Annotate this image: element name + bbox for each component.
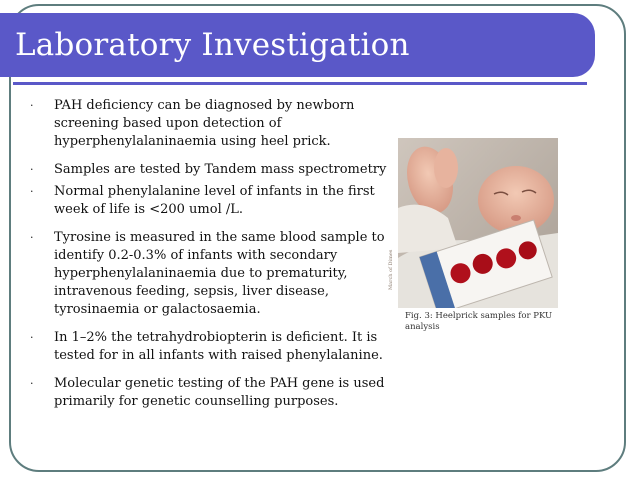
bullet-text: Normal phenylalanine level of infants in the first week of life is <200 umol /L. — [54, 184, 375, 217]
figure-caption: Fig. 3: Heelprick samples for PKU analysis — [405, 311, 553, 332]
bullet-marker: · — [30, 377, 34, 390]
bullet-marker: · — [30, 99, 34, 112]
bullet-text: Molecular genetic testing of the PAH gene is used primarily for genetic counselling purposes. — [54, 376, 385, 409]
bullet-list — [30, 97, 410, 411]
bullet-marker: · — [30, 163, 34, 176]
slide-title: Laboratory Investigation — [15, 27, 410, 63]
bullet-item — [30, 229, 410, 319]
bullet-text: PAH deficiency can be diagnosed by newborn screening based upon detection of hyperphenylalaninaemia using heel prick. — [54, 98, 355, 149]
bullet-item — [30, 97, 410, 151]
title-underline — [13, 82, 587, 85]
bullet-marker: · — [30, 331, 34, 344]
bullet-item — [30, 329, 410, 365]
bullet-item — [30, 183, 410, 219]
bullet-text: Samples are tested by Tandem mass spectrometry — [54, 162, 387, 177]
bullet-marker: · — [30, 231, 34, 244]
heelprick-illustration — [398, 138, 558, 308]
bullet-item — [30, 161, 410, 179]
photo-credit: March of Dimes — [388, 249, 394, 290]
bullet-item — [30, 375, 410, 411]
bullet-text: In 1–2% the tetrahydrobiopterin is deficient. It is tested for in all infants with raised phenylalanine. — [54, 330, 383, 363]
heelprick-photo — [398, 138, 558, 308]
bullet-text: Tyrosine is measured in the same blood sample to identify 0.2-0.3% of infants with secondary hyperphenylalaninaemia due to prematurity, intravenous feeding, sepsis, liver disease, tyrosinaemia or galactosaemia. — [54, 230, 385, 317]
bullet-marker: · — [30, 185, 34, 198]
